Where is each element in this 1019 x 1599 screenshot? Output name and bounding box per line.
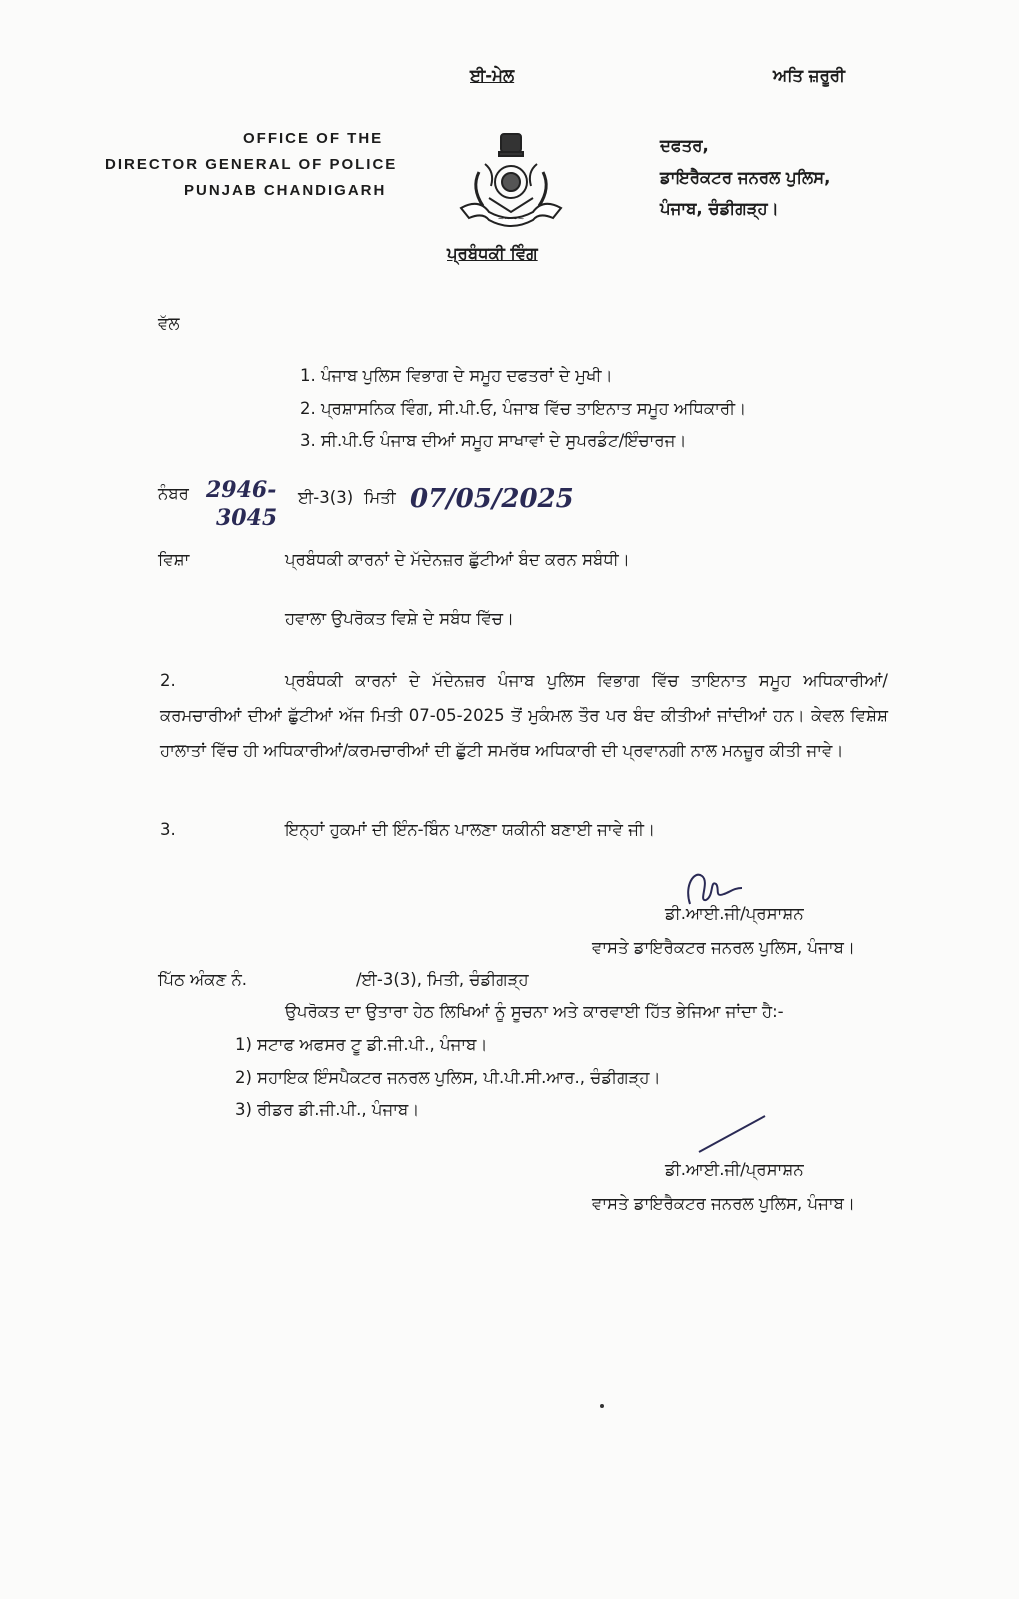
- endorsement-branch-date: /ਈ-3(3), ਮਿਤੀ, ਚੰਡੀਗੜ੍ਹ: [356, 970, 529, 989]
- signature-1-designation: ਡੀ.ਆਈ.ਜੀ/ਪ੍ਰਸਾਸ਼ਨ: [665, 904, 804, 923]
- list-item: 1. ਪੰਜਾਬ ਪੁਲਿਸ ਵਿਭਾਗ ਦੇ ਸਮੂਹ ਦਫਤਰਾਂ ਦੇ ਮੁਖੀ।: [300, 366, 613, 385]
- signature-1-for-line: ਵਾਸਤੇ ਡਾਇਰੈਕਟਰ ਜਨਰਲ ਪੁਲਿਸ, ਪੰਜਾਬ।: [592, 938, 856, 957]
- punjab-police-emblem-icon: [449, 128, 574, 238]
- wing-label: ਪ੍ਰਬੰਧਕੀ ਵਿੰਗ: [447, 244, 538, 263]
- number-label: ਨੰਬਰ: [158, 484, 189, 503]
- paragraph-text: ਇਨ੍ਹਾਂ ਹੁਕਮਾਂ ਦੀ ਇੰਨ-ਬਿੰਨ ਪਾਲਣਾ ਯਕੀਨੀ ਬਣਾਈ ਜਾਵੇ ਜੀ।: [285, 820, 656, 839]
- svg-text:~~~~: ~~~~: [497, 214, 525, 223]
- list-item: 2) ਸਹਾਇਕ ਇੰਸਪੈਕਟਰ ਜਨਰਲ ਪੁਲਿਸ, ਪੀ.ਪੀ.ਸੀ.ਆਰ., ਚੰਡੀਗੜ੍ਹ।: [235, 1068, 661, 1087]
- office-line-2: DIRECTOR GENERAL OF POLICE: [105, 156, 398, 173]
- office-line-3: PUNJAB CHANDIGARH: [184, 182, 387, 199]
- to-label: ਵੱਲ: [158, 314, 180, 333]
- paragraph-number: 3.: [160, 820, 176, 839]
- urgent-label: ਅਤਿ ਜ਼ਰੂਰੀ: [773, 66, 845, 85]
- list-item: 2. ਪ੍ਰਸ਼ਾਸਨਿਕ ਵਿੰਗ, ਸੀ.ਪੀ.ਓ, ਪੰਜਾਬ ਵਿੱਚ ਤਾਇਨਾਤ ਸਮੂਹ ਅਧਿਕਾਰੀ।: [300, 399, 747, 418]
- paragraph-3: [160, 812, 888, 847]
- date-label: ਮਿਤੀ: [364, 488, 396, 507]
- list-item: 3. ਸੀ.ਪੀ.ਓ ਪੰਜਾਬ ਦੀਆਂ ਸਮੂਹ ਸਾਖਾਵਾਂ ਦੇ ਸੁਪਰਡੰਟ/ਇੰਚਾਰਜ।: [300, 431, 687, 450]
- subject-text: ਪ੍ਰਬੰਧਕੀ ਕਾਰਨਾਂ ਦੇ ਮੱਦੇਨਜ਼ਰ ਛੁੱਟੀਆਂ ਬੰਦ ਕਰਨ ਸਬੰਧੀ।: [285, 550, 630, 569]
- reference-line: ਹਵਾਲਾ ਉਪਰੋਕਤ ਵਿਸ਼ੇ ਦੇ ਸਬੰਧ ਵਿੱਚ।: [285, 609, 515, 628]
- paragraph-number: 2.: [160, 671, 176, 690]
- subject-label: ਵਿਸ਼ਾ: [158, 550, 190, 569]
- office-line-1: OFFICE OF THE: [243, 130, 384, 147]
- signature-2-designation: ਡੀ.ਆਈ.ਜੀ/ਪ੍ਰਸਾਸ਼ਨ: [665, 1160, 804, 1179]
- stray-mark: [600, 1404, 604, 1408]
- signature-2-for-line: ਵਾਸਤੇ ਡਾਇਰੈਕਟਰ ਜਨਰਲ ਪੁਲਿਸ, ਪੰਜਾਬ।: [592, 1194, 856, 1213]
- list-item: 1) ਸਟਾਫ ਅਫਸਰ ਟੂ ਡੀ.ਜੀ.ਪੀ., ਪੰਜਾਬ।: [235, 1035, 488, 1054]
- paragraph-text: ਪ੍ਰਬੰਧਕੀ ਕਾਰਨਾਂ ਦੇ ਮੱਦੇਨਜ਼ਰ ਪੰਜਾਬ ਪੁਲਿਸ ਵਿਭਾਗ ਵਿੱਚ ਤਾਇਨਾਤ ਸਮੂਹ ਅਧਿਕਾਰੀਆਂ/ਕਰਮਚਾਰੀਆਂ ਦੀਆਂ ਛੁੱਟੀਆਂ ਅੱਜ ਮਿਤੀ 07-05-2025 ਤੋਂ ਮੁਕੰਮਲ ਤੌਰ ਪਰ ਬੰਦ ਕੀਤੀਆਂ ਜਾਂਦੀਆਂ ਹਨ। ਕੇਵਲ ਵਿਸ਼ੇਸ਼ ਹਾਲਾਤਾਂ ਵਿੱਚ ਹੀ ਅਧਿਕਾਰੀਆਂ/ਕਰਮਚਾਰੀਆਂ ਦੀ ਛੁੱਟੀ ਸਮਰੱਥ ਅਧਿਕਾਰੀ ਦੀ ਪ੍ਰਵਾਨਗੀ ਨਾਲ ਮਨਜ਼ੂਰ ਕੀਤੀ ਜਾਵੇ।: [160, 671, 888, 760]
- endorsement-number-label: ਪਿੱਠ ਅੰਕਣ ਨੰ.: [158, 970, 248, 989]
- branch-code: ਈ-3(3): [298, 488, 354, 507]
- handwritten-number-2: 3045: [216, 505, 278, 531]
- signature-stroke: [695, 1112, 770, 1161]
- email-label: ਈ-ਮੇਲ: [470, 66, 515, 85]
- office-pa-line-1: ਦਫਤਰ,: [660, 136, 709, 155]
- list-item: 3) ਰੀਡਰ ਡੀ.ਜੀ.ਪੀ., ਪੰਜਾਬ।: [235, 1100, 420, 1119]
- office-pa-line-2: ਡਾਇਰੈਕਟਰ ਜਨਰਲ ਪੁਲਿਸ,: [660, 168, 831, 187]
- endorsement-intro: ਉਪਰੋਕਤ ਦਾ ਉਤਾਰਾ ਹੇਠ ਲਿਖਿਆਂ ਨੂੰ ਸੂਚਨਾ ਅਤੇ ਕਾਰਵਾਈ ਹਿੱਤ ਭੇਜਿਆ ਜਾਂਦਾ ਹੈ:-: [285, 1002, 784, 1021]
- handwritten-number-1: 2946-: [206, 477, 277, 503]
- handwritten-date: 07/05/2025: [410, 484, 574, 514]
- office-pa-line-3: ਪੰਜਾਬ, ਚੰਡੀਗੜ੍ਹ।: [660, 199, 779, 218]
- paragraph-2: [160, 663, 888, 768]
